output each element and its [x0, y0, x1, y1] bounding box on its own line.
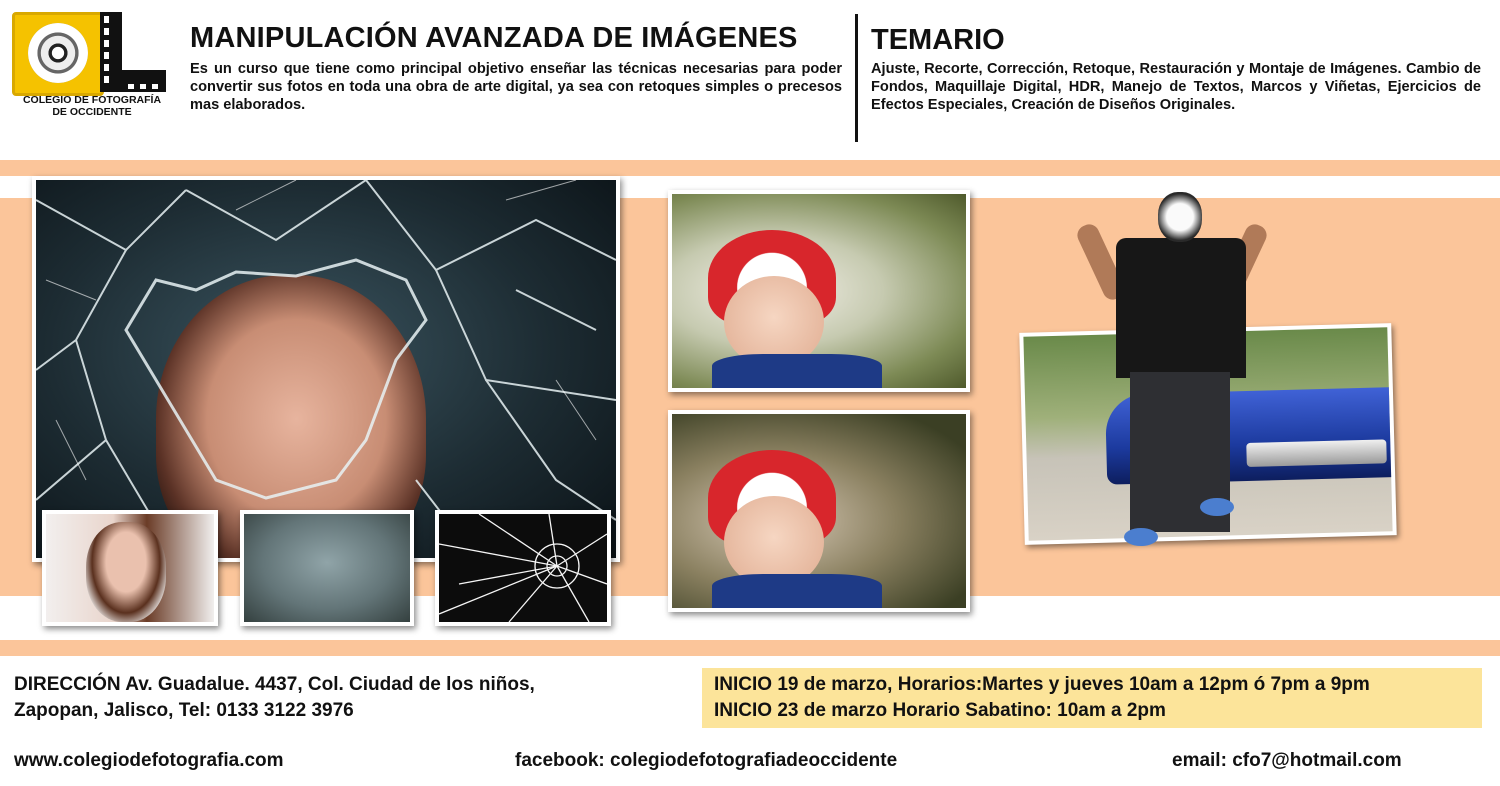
logo-text-line2: DE OCCIDENTE	[52, 106, 132, 118]
baby-shirt	[712, 354, 882, 388]
course-title: MANIPULACIÓN AVANZADA DE IMÁGENES	[190, 22, 798, 54]
facebook-link[interactable]: facebook: colegiodefotografiadeoccidente	[515, 750, 898, 771]
man-shoe	[1124, 528, 1158, 546]
address-line-1: DIRECCIÓN Av. Guadalue. 4437, Col. Ciudad de los niños,	[14, 674, 535, 695]
baby-photo-original	[668, 410, 970, 612]
camera-lens-logo-icon	[12, 12, 104, 96]
glass-cracks-overlay	[36, 180, 616, 558]
man-shoe	[1200, 498, 1234, 516]
banner-stripe-top	[0, 160, 1500, 176]
college-logo	[12, 12, 170, 120]
schedule-box	[702, 668, 1482, 728]
course-description: Es un curso que tiene como principal objetivo enseñar las técnicas necesarias para poder convertir sus fotos en toda una obra de arte digital, ya sea con retoques simples o precesos mas elaborados.	[190, 61, 842, 113]
glass-crack-icon	[439, 514, 607, 622]
schedule-line-2: INICIO 23 de marzo Horario Sabatino: 10am a 2pm	[714, 700, 1166, 721]
baby-photo-edited	[668, 190, 970, 392]
email-link[interactable]: email: cfo7@hotmail.com	[1172, 750, 1402, 771]
address-line-2: Zapopan, Jalisco, Tel: 0133 3122 3976	[14, 700, 354, 721]
man-popout-figure	[1086, 192, 1256, 552]
car-chrome-grille	[1246, 439, 1387, 467]
temario-title: TEMARIO	[871, 24, 1005, 56]
schedule-line-1: INICIO 19 de marzo, Horarios:Martes y jueves 10am a 12pm ó 7pm a 9pm	[714, 674, 1370, 695]
portrait-thumbnail	[42, 510, 218, 626]
texture-thumbnail	[240, 510, 414, 626]
man-shirt	[1116, 238, 1246, 378]
address-block	[14, 672, 674, 724]
broken-glass-thumbnail	[435, 510, 611, 626]
film-strip-logo-icon	[100, 12, 166, 92]
website-link[interactable]: www.colegiodefotografia.com	[14, 750, 284, 771]
man-mask-head	[1158, 192, 1202, 242]
logo-text-line1: COLEGIO DE FOTOGRAFÍA	[22, 94, 162, 106]
baby-shirt	[712, 574, 882, 608]
shattered-glass-portrait	[32, 176, 620, 562]
header-divider	[855, 14, 858, 142]
banner-stripe-bottom	[0, 640, 1500, 656]
temario-text: Ajuste, Recorte, Corrección, Retoque, Restauración y Montaje de Imágenes. Cambio de Fondos, Maquillaje Digital, HDR, Manejo de Textos, Marcos y Viñetas, Ejercicios de Efectos Especiales, Creación de Diseños Originales.	[871, 61, 1481, 113]
logo-text	[12, 94, 172, 118]
